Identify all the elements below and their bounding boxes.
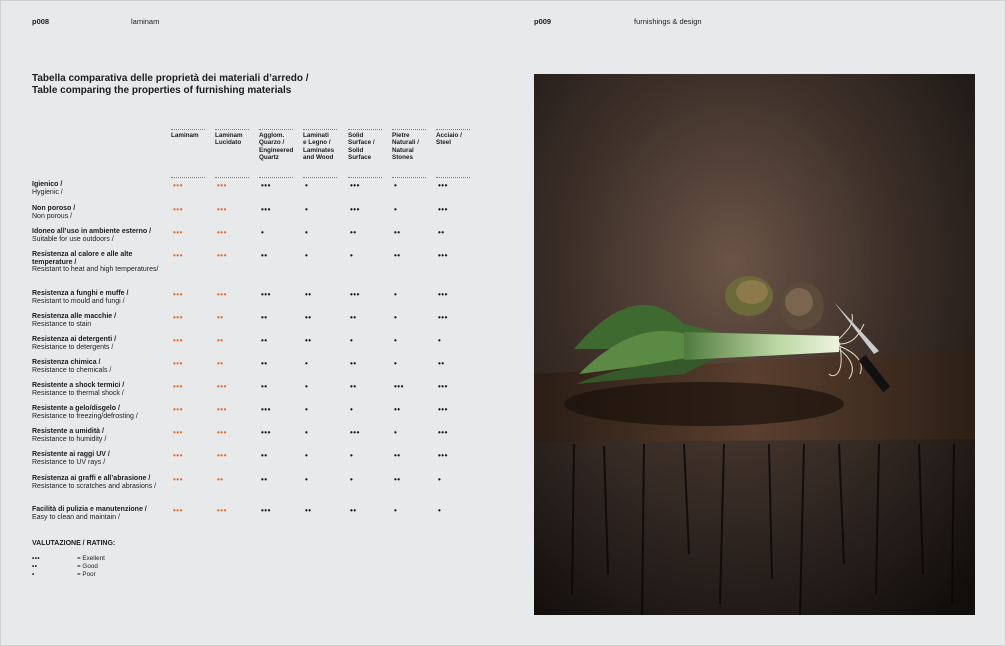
rating-dots: • xyxy=(350,251,354,260)
rating-dots: •• xyxy=(394,251,401,260)
title-english: Table comparing the properties of furnishing materials xyxy=(32,84,292,96)
rating-dots: •• xyxy=(261,475,268,484)
row-label-english: Resistance to detergents / xyxy=(32,343,114,351)
row-label-italian: Igienico / xyxy=(32,181,63,188)
column-header-line: and Wood xyxy=(303,153,334,161)
column-header-line: Quartz xyxy=(259,153,279,161)
rating-dots: ••• xyxy=(438,451,448,460)
rating-dots: •• xyxy=(350,359,357,368)
rating-dots: • xyxy=(394,313,398,322)
row-label xyxy=(32,359,167,374)
left-page-number: p008 xyxy=(32,17,50,26)
rating-dots: • xyxy=(350,451,354,460)
rating-dots: ••• xyxy=(217,405,227,414)
rating-dots: ••• xyxy=(217,451,227,460)
row-label-english: Easy to clean and maintain / xyxy=(32,513,120,521)
rating-dots: ••• xyxy=(438,382,448,391)
column-header-line: Solid xyxy=(348,132,364,139)
row-label xyxy=(32,290,167,305)
row-label-english: Resistance to chemicals / xyxy=(32,366,112,374)
rating-dots: •• xyxy=(217,313,224,322)
rating-dots: ••• xyxy=(217,506,227,515)
legend-item-excellent xyxy=(32,555,105,562)
rating-dots: •• xyxy=(350,228,357,237)
column-header-rule-bottom xyxy=(259,177,293,178)
rating-dots: ••• xyxy=(350,290,360,299)
column-header xyxy=(348,129,382,161)
rating-dots: •• xyxy=(350,313,357,322)
column-header-line: Engineered xyxy=(259,146,294,154)
rating-dots: ••• xyxy=(261,205,271,214)
rating-dots: ••• xyxy=(438,205,448,214)
column-header-line: e Legno / xyxy=(303,139,331,147)
rating-dots: ••• xyxy=(173,290,183,299)
row-label-italian: Resistente a umidità / xyxy=(32,428,104,435)
rating-dots: •• xyxy=(305,336,312,345)
rating-dots: ••• xyxy=(217,290,227,299)
column-header-rule xyxy=(215,129,249,130)
row-label xyxy=(32,451,167,466)
rating-dots: ••• xyxy=(261,428,271,437)
rating-dots: ••• xyxy=(217,251,227,260)
column-header-line: Stones xyxy=(392,153,413,161)
rating-dots: • xyxy=(261,228,265,237)
rating-dots: • xyxy=(305,382,309,391)
rating-dots: ••• xyxy=(261,506,271,515)
column-header xyxy=(215,129,249,147)
rating-dots: ••• xyxy=(350,205,360,214)
column-header xyxy=(171,129,205,139)
rating-dots: • xyxy=(305,251,309,260)
rating-dots: ••• xyxy=(217,382,227,391)
rating-dots: • xyxy=(394,428,398,437)
rating-dots: •• xyxy=(394,405,401,414)
rating-dots: •• xyxy=(394,451,401,460)
rating-dots: •• xyxy=(261,382,268,391)
left-section-label: laminam xyxy=(131,17,160,26)
row-label-italian: Resistente ai raggi UV / xyxy=(32,451,110,458)
column-header xyxy=(303,129,337,161)
rating-dots: • xyxy=(305,428,309,437)
rating-dots: ••• xyxy=(261,405,271,414)
column-header-line: Natural xyxy=(392,146,414,154)
rating-dots: •• xyxy=(217,336,224,345)
row-label-italian: Resistenza a funghi e muffe / xyxy=(32,290,129,297)
rating-dots: ••• xyxy=(261,290,271,299)
row-label xyxy=(32,228,167,243)
rating-dots: • xyxy=(438,506,442,515)
rating-dots: • xyxy=(438,336,442,345)
row-label-english: Resistance to UV rays / xyxy=(32,458,106,466)
rating-dots: •• xyxy=(305,313,312,322)
legend-label: = Poor xyxy=(77,571,96,578)
rating-dots: •• xyxy=(438,359,445,368)
legend-dots: ••• xyxy=(32,555,41,562)
legend-title: VALUTAZIONE / RATING: xyxy=(32,540,116,547)
rating-dots: ••• xyxy=(173,475,183,484)
rating-dots: ••• xyxy=(173,405,183,414)
right-page-number: p009 xyxy=(534,17,552,26)
row-label-italian: Facilità di pulizia e manutenzione / xyxy=(32,506,147,513)
rating-dots: • xyxy=(394,359,398,368)
row-label-italian: Non poroso / xyxy=(32,205,76,212)
rating-dots: •• xyxy=(261,251,268,260)
still-life-photo xyxy=(534,74,975,615)
row-label xyxy=(32,336,167,351)
row-label-english: Resistance to humidity / xyxy=(32,435,107,443)
column-header-line: Quarzo / xyxy=(259,139,285,147)
rating-dots: • xyxy=(350,475,354,484)
rating-dots: •• xyxy=(305,506,312,515)
column-header-rule xyxy=(348,129,382,130)
row-label-english: Resistance to thermal shock / xyxy=(32,389,124,397)
column-header-line: Agglom. xyxy=(259,132,285,139)
column-header xyxy=(392,129,426,161)
rating-dots: ••• xyxy=(173,181,183,190)
rating-dots: • xyxy=(350,336,354,345)
rating-dots: ••• xyxy=(173,506,183,515)
rating-dots: ••• xyxy=(438,428,448,437)
rating-dots: ••• xyxy=(173,428,183,437)
right-section-label: furnishings & design xyxy=(634,17,702,26)
column-header-rule-bottom xyxy=(392,177,426,178)
rating-dots: ••• xyxy=(173,451,183,460)
rating-dots: • xyxy=(394,336,398,345)
row-label-italian: Resistenza al calore e alle alte temperature / xyxy=(32,251,133,266)
row-label-english: Non porous / xyxy=(32,212,73,220)
legend-label: = Exellent xyxy=(77,555,105,562)
rating-dots: • xyxy=(305,181,309,190)
column-header-line: Acciaio / xyxy=(436,132,462,139)
rating-dots: • xyxy=(305,228,309,237)
rating-dots: ••• xyxy=(217,428,227,437)
legend-item-good xyxy=(32,563,98,570)
row-label xyxy=(32,475,167,490)
row-label-english: Resistant to mould and fungi / xyxy=(32,297,125,305)
rating-dots: ••• xyxy=(217,205,227,214)
rating-dots: • xyxy=(305,405,309,414)
leek-artichokes-knife-photo-icon xyxy=(534,74,975,615)
rating-dots: ••• xyxy=(217,228,227,237)
rating-dots: • xyxy=(305,451,309,460)
column-header-rule xyxy=(436,129,470,130)
column-header-line: Laminati xyxy=(303,132,329,139)
column-header-line: Surface xyxy=(348,153,372,161)
row-label-english: Hygienic / xyxy=(32,188,63,196)
rating-dots: •• xyxy=(261,313,268,322)
rating-dots: ••• xyxy=(438,405,448,414)
column-header-line: Laminam xyxy=(171,132,199,139)
column-header-rule xyxy=(392,129,426,130)
row-label-italian: Resistenza chimica / xyxy=(32,359,101,366)
column-header-line: Naturali / xyxy=(392,139,419,147)
column-header-rule-bottom xyxy=(348,177,382,178)
rating-dots: ••• xyxy=(350,181,360,190)
column-header-line: Surface / xyxy=(348,139,375,147)
rating-dots: •• xyxy=(261,359,268,368)
rating-dots: •• xyxy=(261,451,268,460)
row-label xyxy=(32,313,167,328)
row-label-english: Resistance to stain xyxy=(32,320,92,328)
row-label-english: Resistance to freezing/defrosting / xyxy=(32,412,138,420)
rating-dots: • xyxy=(305,475,309,484)
column-header-rule xyxy=(303,129,337,130)
rating-dots: • xyxy=(350,405,354,414)
column-header-line: Lucidato xyxy=(215,139,242,147)
column-header-rule-bottom xyxy=(436,177,470,178)
row-label xyxy=(32,405,167,420)
column-header-rule-bottom xyxy=(215,177,249,178)
legend-dots: •• xyxy=(32,563,38,570)
column-header-rule-bottom xyxy=(171,177,205,178)
column-header-line: Laminam xyxy=(215,132,243,139)
rating-dots: ••• xyxy=(173,359,183,368)
column-header-line: Steel xyxy=(436,139,452,147)
rating-dots: •• xyxy=(217,359,224,368)
row-label xyxy=(32,506,167,521)
page-title xyxy=(32,73,309,96)
rating-dots: ••• xyxy=(438,290,448,299)
rating-dots: • xyxy=(394,290,398,299)
rating-dots: • xyxy=(305,359,309,368)
rating-dots: ••• xyxy=(173,336,183,345)
column-header-rule xyxy=(259,129,293,130)
row-label-english: Resistance to scratches and abrasions / xyxy=(32,482,157,490)
row-label-italian: Idoneo all’uso in ambiente esterno / xyxy=(32,228,152,235)
rating-dots: •• xyxy=(217,475,224,484)
row-label-english: Resistant to heat and high temperatures/ xyxy=(32,266,159,274)
column-header xyxy=(259,129,293,161)
rating-dots: •• xyxy=(394,475,401,484)
rating-dots: •• xyxy=(394,228,401,237)
rating-dots: ••• xyxy=(350,428,360,437)
rating-dots: •• xyxy=(438,228,445,237)
legend-dots: • xyxy=(32,571,35,578)
rating-dots: ••• xyxy=(173,251,183,260)
rating-dots: ••• xyxy=(394,382,404,391)
rating-dots: •• xyxy=(305,290,312,299)
rating-dots: • xyxy=(394,181,398,190)
rating-dots: •• xyxy=(261,336,268,345)
row-label xyxy=(32,428,167,443)
rating-dots: ••• xyxy=(173,205,183,214)
rating-dots: ••• xyxy=(438,251,448,260)
row-label xyxy=(32,205,167,220)
row-label-italian: Resistente a gelo/disgelo / xyxy=(32,405,120,412)
rating-dots: ••• xyxy=(261,181,271,190)
column-header-rule-bottom xyxy=(303,177,337,178)
rating-dots: • xyxy=(394,506,398,515)
rating-dots: • xyxy=(305,205,309,214)
row-label xyxy=(32,382,167,397)
column-header-line: Pietre xyxy=(392,132,410,139)
legend-item-poor xyxy=(32,571,96,578)
column-header-line: Laminates xyxy=(303,146,335,154)
rating-dots: ••• xyxy=(173,228,183,237)
row-label-italian: Resistenza ai graffi e all’abrasione / xyxy=(32,475,151,482)
rating-dots: • xyxy=(394,205,398,214)
row-label xyxy=(32,251,167,274)
column-header xyxy=(436,129,470,147)
rating-dots: ••• xyxy=(438,181,448,190)
title-italian: Tabella comparativa delle proprietà dei materiali d’arredo / xyxy=(32,73,309,84)
row-label-italian: Resistente a shock termici / xyxy=(32,382,125,389)
row-label-english: Suitable for use outdoors / xyxy=(32,235,114,243)
rating-dots: ••• xyxy=(173,313,183,322)
column-header-line: Solid xyxy=(348,146,364,154)
row-label-italian: Resistenza ai detergenti / xyxy=(32,336,117,343)
rating-dots: ••• xyxy=(217,181,227,190)
rating-dots: ••• xyxy=(173,382,183,391)
legend-label: = Good xyxy=(77,563,98,570)
rating-dots: •• xyxy=(350,506,357,515)
rating-dots: • xyxy=(438,475,442,484)
row-label xyxy=(32,181,167,196)
rating-dots: ••• xyxy=(438,313,448,322)
rating-dots: •• xyxy=(350,382,357,391)
column-header-rule xyxy=(171,129,205,130)
row-label-italian: Resistenza alle macchie / xyxy=(32,313,117,320)
